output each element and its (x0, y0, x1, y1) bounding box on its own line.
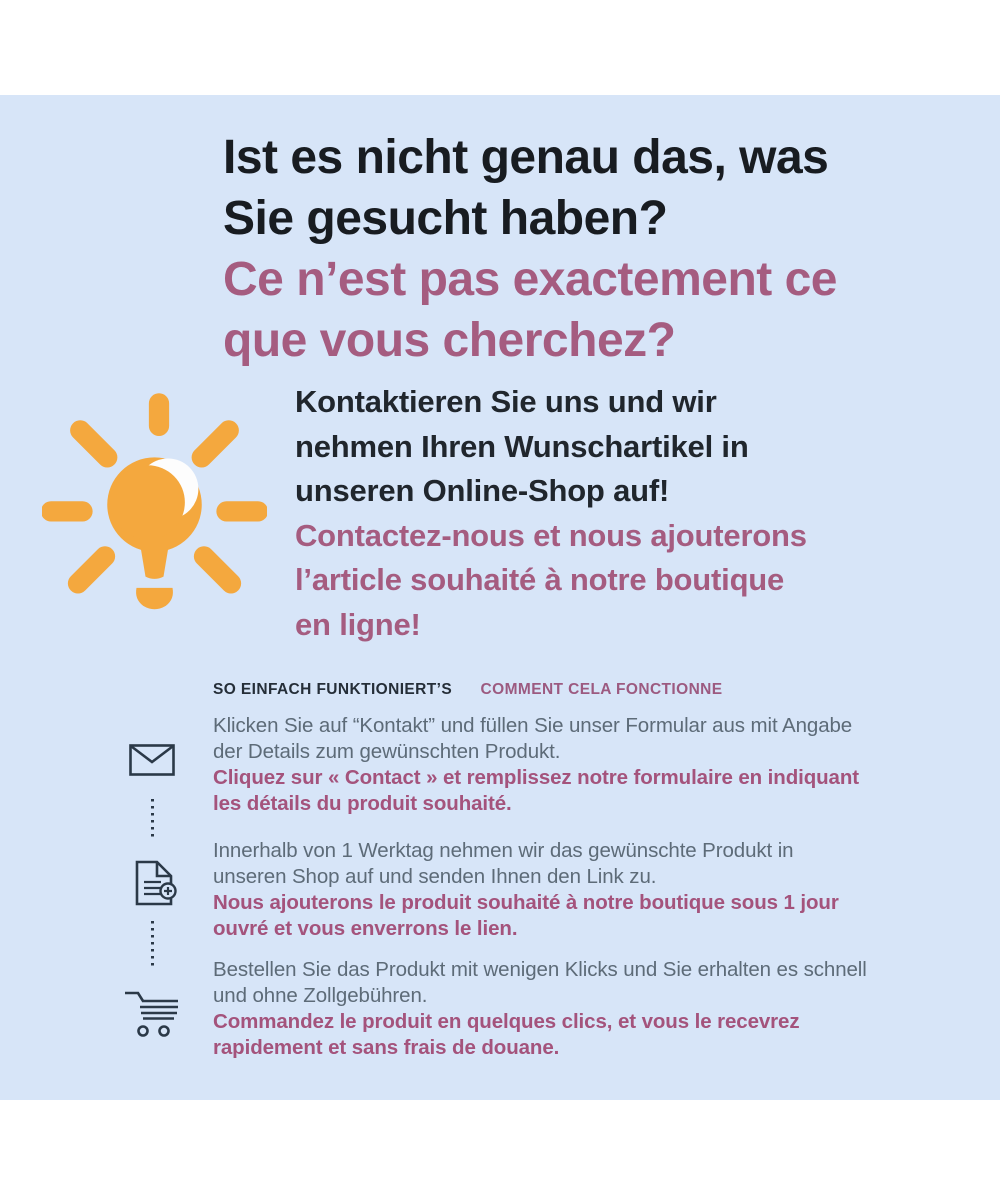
envelope-icon (128, 743, 176, 777)
step-3 (213, 957, 867, 1061)
dotted-connector-2 (151, 921, 154, 967)
step-2-fr-line-1: Nous ajouterons le produit souhaité à notre boutique sous 1 jour (213, 891, 839, 914)
headline-de-line-2: Sie gesucht haben? (223, 192, 668, 245)
intro-fr-line-1: Contactez-nous et nous ajouterons (295, 517, 807, 553)
step-3-fr-line-2: rapidement et sans frais de douane. (213, 1036, 560, 1059)
intro-text (295, 380, 807, 647)
how-it-works-title-fr: COMMENT CELA FONCTIONNE (480, 681, 723, 698)
step-2 (213, 838, 839, 942)
step-3-de-line-2: und ohne Zollgebühren. (213, 984, 428, 1007)
dotted-connector-1 (151, 799, 154, 841)
step-3-de-line-1: Bestellen Sie das Produkt mit wenigen Klicks und Sie erhalten es schnell (213, 958, 867, 981)
how-it-works-header (213, 681, 723, 699)
step-2-de-line-2: unseren Shop auf und senden Ihnen den Link zu. (213, 865, 657, 888)
document-add-icon (132, 858, 180, 908)
step-1-fr-line-2: les détails du produit souhaité. (213, 792, 512, 815)
intro-fr-line-2: l’article souhaité à notre boutique (295, 562, 785, 597)
bulb-ray-top-left (80, 430, 107, 457)
bulb-ray-top-right (202, 430, 229, 457)
document-text-lines (144, 882, 161, 894)
how-it-works-title-de: SO EINFACH FUNKTIONIERT’S (213, 681, 453, 698)
bulb-neck (139, 536, 171, 579)
step-2-de-line-1: Innerhalb von 1 Werktag nehmen wir das gewünschte Produkt in (213, 839, 794, 862)
step-3-fr-line-1: Commandez le produit en quelques clics, et vous le recevrez (213, 1010, 800, 1033)
step-1-de-line-2: der Details zum gewünschten Produkt. (213, 740, 561, 763)
intro-de-line-1: Kontaktieren Sie uns und wir (295, 384, 717, 419)
step-2-fr-line-2: ouvré et vous enverrons le lien. (213, 917, 518, 940)
envelope-flap (132, 747, 173, 763)
shopping-cart-icon (124, 986, 182, 1038)
intro-fr-line-3: en ligne! (295, 606, 421, 642)
idea-lightbulb-icon (42, 392, 267, 624)
bulb-highlight-mask (111, 465, 185, 539)
bulb-ray-bottom-right (204, 556, 231, 583)
bulb-base (136, 588, 173, 609)
step-1-fr-line-1: Cliquez sur « Contact » et remplissez notre formulaire en indiquant (213, 766, 860, 789)
step-1 (213, 713, 859, 817)
step-1-de-line-1: Klicken Sie auf “Kontakt” und füllen Sie unser Formular aus mit Angabe (213, 714, 853, 737)
cart-wheel-right (160, 1027, 169, 1036)
headline (223, 127, 837, 371)
headline-de-line-1: Ist es nicht genau das, was (223, 131, 829, 184)
cart-handle (125, 993, 143, 1001)
headline-fr-line-2: que vous cherchez? (223, 314, 676, 367)
bulb-ray-bottom-left (78, 556, 105, 583)
intro-de-line-2: nehmen Ihren Wunschartikel in (295, 428, 749, 464)
intro-de-line-3: unseren Online-Shop auf! (295, 473, 670, 508)
cart-wheel-left (139, 1027, 148, 1036)
headline-fr-line-1: Ce n’est pas exactement ce (223, 253, 837, 306)
